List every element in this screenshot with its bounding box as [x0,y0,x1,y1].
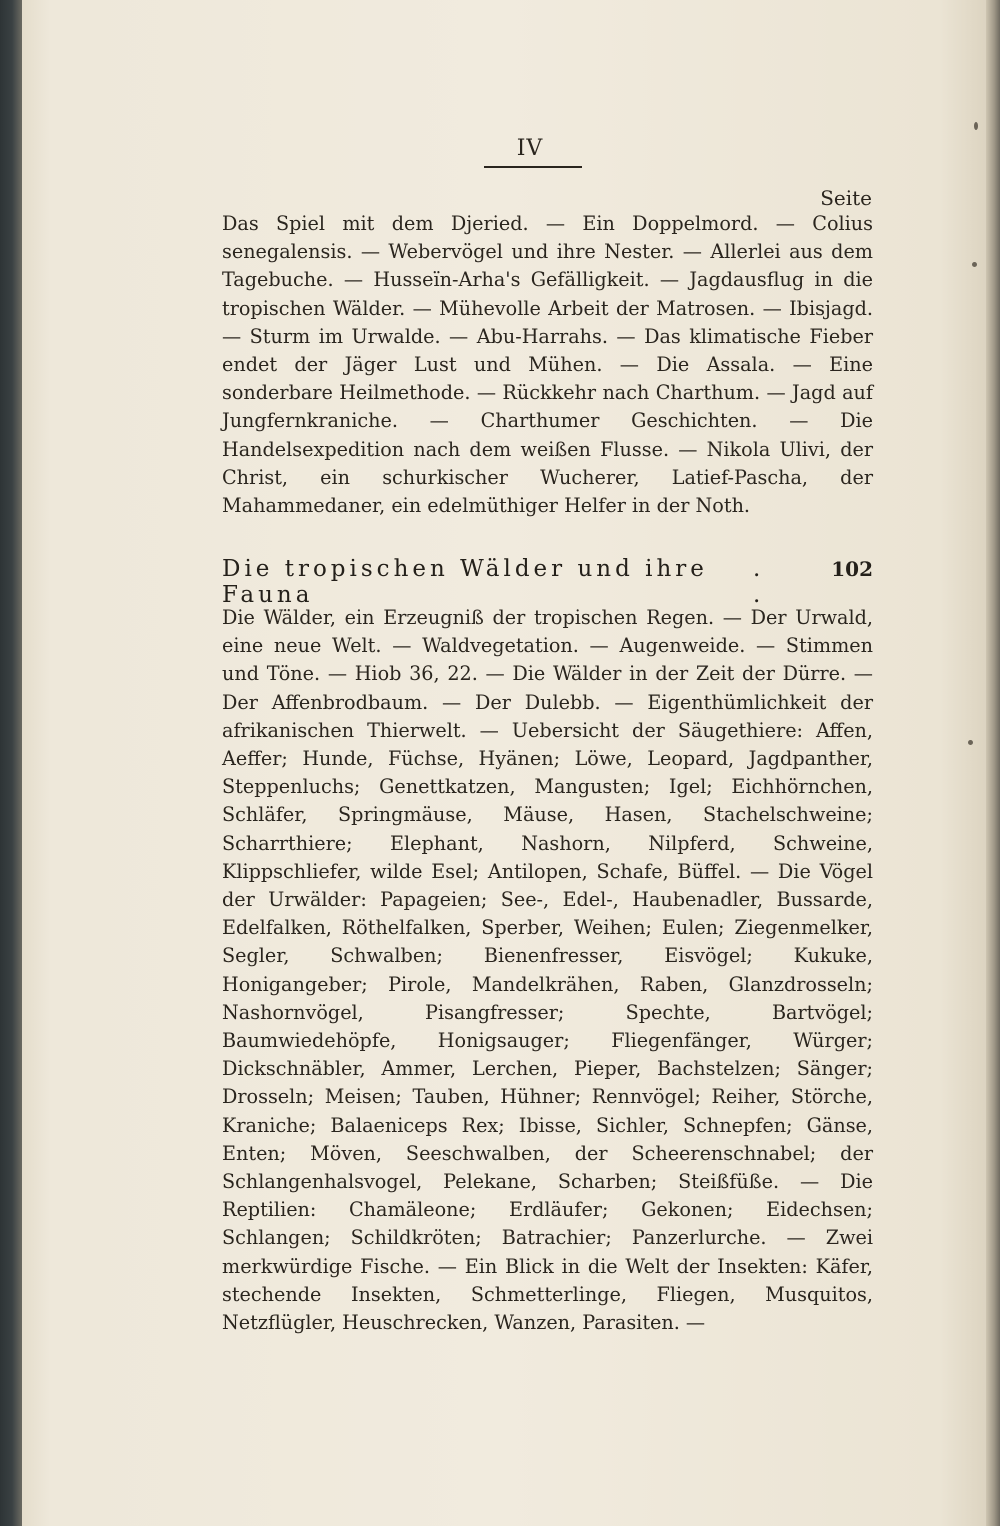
header-rule [484,166,582,168]
paper-spot [968,740,973,745]
page-header-numeral: IV [516,136,544,161]
dot-leader: . . [752,556,773,608]
book-binding-edge [0,0,22,1526]
toc-entry-continuation: Das Spiel mit dem Djeried. — Ein Doppelmord. — Colius senegalensis. — Webervögel und ihre Nester. — Allerlei aus dem Tagebuche. — Husseïn-Arha's Gefälligkeit. — Jagdausflug in die tropischen Wälder. — Mühevolle Arbeit der Matrosen. — Ibisjagd. — Sturm im Urwalde. — Abu-Harrahs. — Das klimatische Fieber endet der Jäger Lust und Mühen. — Die Assala. — Eine sonderbare Heilmethode. — Rückkehr nach Charthum. — Jagd auf Jungfernkraniche. — Charthumer Geschichten. — Die Handelsexpedition nach dem weißen Flusse. — Nikola Ulivi, der Christ, ein schurkischer Wucherer, Latief-Pascha, der Mahammedaner, ein edelmüthiger Helfer in der Noth. [222,212,873,518]
toc-section-heading [222,556,873,608]
section-page-number: 102 [831,557,873,581]
column-label-seite: Seite [820,186,872,210]
section-title: Die tropischen Wälder und ihre Fauna [222,556,708,608]
paper-spot [972,262,977,267]
paper-spot [974,122,978,130]
page-edge-shadow [986,0,1000,1526]
toc-entry-summary: Die Wälder, ein Erzeugniß der tropischen Regen. — Der Urwald, eine neue Welt. — Waldvegetation. — Augenweide. — Stimmen und Töne. — Hiob 36, 22. — Die Wälder in der Zeit der Dürre. — Der Affenbrodbaum. — Der Dulebb. — Eigenthümlichkeit der afrikanischen Thierwelt. — Uebersicht der Säugethiere: Affen, Aeffer; Hunde, Füchse, Hyänen; Löwe, Leopard, Jagdpanther, Steppenluchs; Genettkatzen, Mangusten; Igel; Eichhörnchen, Schläfer, Springmäuse, Mäuse, Hasen, Stachelschweine; Scharrthiere; Elephant, Nashorn, Nilpferd, Schweine, Klippschliefer, wilde Esel; Antilopen, Schafe, Büffel. — Die Vögel der Urwälder: Papageien; See-, Edel-, Haubenadler, Bussarde, Edelfalken, Röthelfalken, Sperber, Weihen; Eulen; Ziegenmelker, Segler, Schwalben; Bienenfresser, Eisvögel; Kukuke, Honigangeber; Pirole, Mandelkrähen, Raben, Glanzdrosseln; Nashornvögel, Pisangfresser; Spechte, Bartvögel; Baumwiedehöpfe, Honigsauger; Fliegenfänger, Würger; Dickschnäbler, Ammer, Lerchen, Pieper, Bachstelzen; Sänger; Drosseln; Meisen; Tauben, Hühner; Rennvögel; Reiher, Störche, Kraniche; Balaeniceps Rex; Ibisse, Sichler, Schnepfen; Gänse, Enten; Möven, Seeschwalben, der Scheerenschnabel; der Schlangenhalsvogel, Pelekane, Scharben; Steißfüße. — Die Reptilien: Chamäleone; Erdläufer; Gekonen; Eidechsen; Schlangen; Schildkröten; Batrachier; Panzerlurche. — Zwei merkwürdige Fische. — Ein Blick in die Welt der Insekten: Käfer, stechende Insekten, Schmetterlinge, Fliegen, Musquitos, Netzflügler, Heuschrecken, Wanzen, Parasiten. — [222,606,873,1335]
